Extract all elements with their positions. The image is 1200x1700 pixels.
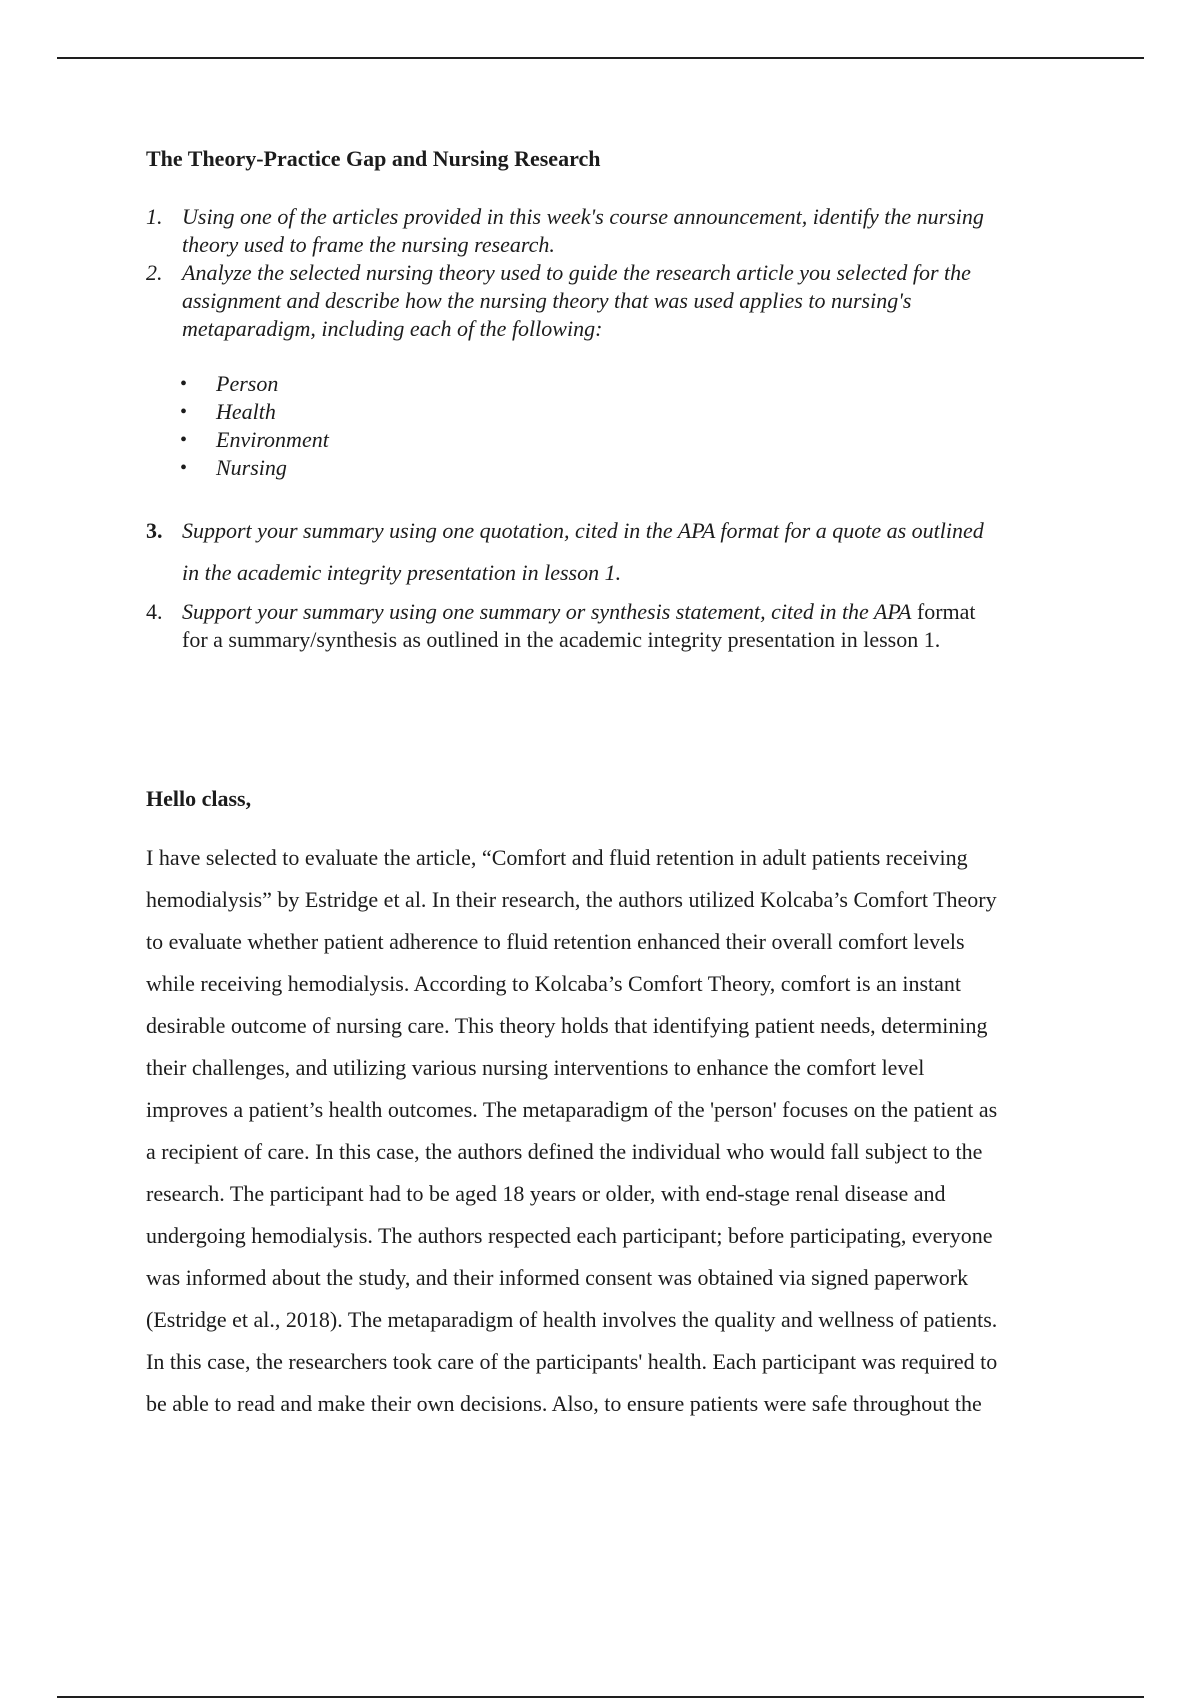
question-text	[182, 598, 1086, 654]
bullet-icon: •	[180, 429, 188, 451]
question-number: 4.	[146, 599, 163, 624]
question-line: assignment and describe how the nursing theory that was used applies to nursing's	[182, 288, 912, 313]
question-line-italic: Support your summary using one summary or synthesis statement, cited in the APA	[182, 599, 912, 624]
bullet-icon: •	[180, 373, 188, 395]
question-number: 3.	[146, 518, 163, 543]
bullet-item	[180, 454, 780, 482]
body-line: was informed about the study, and their informed consent was obtained via signed paperwork	[146, 1265, 969, 1290]
question-list-part2	[146, 510, 1086, 654]
body-line: to evaluate whether patient adherence to fluid retention enhanced their overall comfort levels	[146, 929, 965, 954]
bullet-icon: •	[180, 401, 188, 423]
question-text	[182, 203, 1086, 259]
body-line: improves a patient’s health outcomes. The metaparadigm of the 'person' focuses on the patient as	[146, 1097, 998, 1122]
bullet-text: Health	[216, 399, 276, 424]
body-line: hemodialysis” by Estridge et al. In their research, the authors utilized Kolcaba’s Comfort Theory	[146, 887, 997, 912]
question-line: Support your summary using one quotation, cited in the APA format for a quote as outlined	[182, 518, 984, 543]
body-line: I have selected to evaluate the article, “Comfort and fluid retention in adult patients receiving	[146, 845, 968, 870]
question-line: for a summary/synthesis as outlined in the academic integrity presentation in lesson 1.	[182, 627, 941, 652]
question-2	[146, 259, 1086, 343]
page-bottom-rule	[57, 1696, 1144, 1698]
bullet-item	[180, 426, 780, 454]
question-list-part1	[146, 203, 1086, 343]
question-3	[146, 510, 1086, 594]
body-line: In this case, the researchers took care of the participants' health. Each participant was required to	[146, 1349, 998, 1374]
bullet-text: Nursing	[216, 455, 287, 480]
document-title: The Theory-Practice Gap and Nursing Research	[146, 146, 601, 171]
question-line: in the academic integrity presentation in lesson 1.	[182, 560, 622, 585]
question-line: Using one of the articles provided in this week's course announcement, identify the nursing	[182, 204, 984, 229]
question-line: metaparadigm, including each of the following:	[182, 316, 603, 341]
body-line: be able to read and make their own decisions. Also, to ensure patients were safe throughout the	[146, 1391, 982, 1416]
question-line-normal: format	[911, 599, 976, 624]
question-text	[182, 510, 1086, 594]
body-line: while receiving hemodialysis. According to Kolcaba’s Comfort Theory, comfort is an instant	[146, 971, 962, 996]
question-text	[182, 259, 1086, 343]
question-number: 2.	[146, 260, 163, 285]
page-top-rule	[57, 57, 1144, 59]
question-number: 1.	[146, 204, 163, 229]
question-4	[146, 598, 1086, 654]
question-line: theory used to frame the nursing research.	[182, 232, 555, 257]
question-line: Analyze the selected nursing theory used to guide the research article you selected for the	[182, 260, 971, 285]
metaparadigm-bullet-list	[180, 370, 780, 482]
bullet-text: Person	[216, 371, 279, 396]
question-1	[146, 203, 1086, 259]
bullet-item	[180, 398, 780, 426]
bullet-icon: •	[180, 457, 188, 479]
body-line: undergoing hemodialysis. The authors respected each participant; before participating, everyone	[146, 1223, 993, 1248]
body-line: their challenges, and utilizing various nursing interventions to enhance the comfort level	[146, 1055, 925, 1080]
bullet-text: Environment	[216, 427, 329, 452]
greeting: Hello class,	[146, 786, 252, 811]
body-line: (Estridge et al., 2018). The metaparadigm of health involves the quality and wellness of patients.	[146, 1307, 998, 1332]
bullet-item	[180, 370, 780, 398]
body-paragraph	[146, 844, 1086, 1432]
body-line: research. The participant had to be aged 18 years or older, with end-stage renal disease and	[146, 1181, 946, 1206]
body-line: desirable outcome of nursing care. This theory holds that identifying patient needs, determining	[146, 1013, 988, 1038]
body-line: a recipient of care. In this case, the authors defined the individual who would fall subject to the	[146, 1139, 983, 1164]
